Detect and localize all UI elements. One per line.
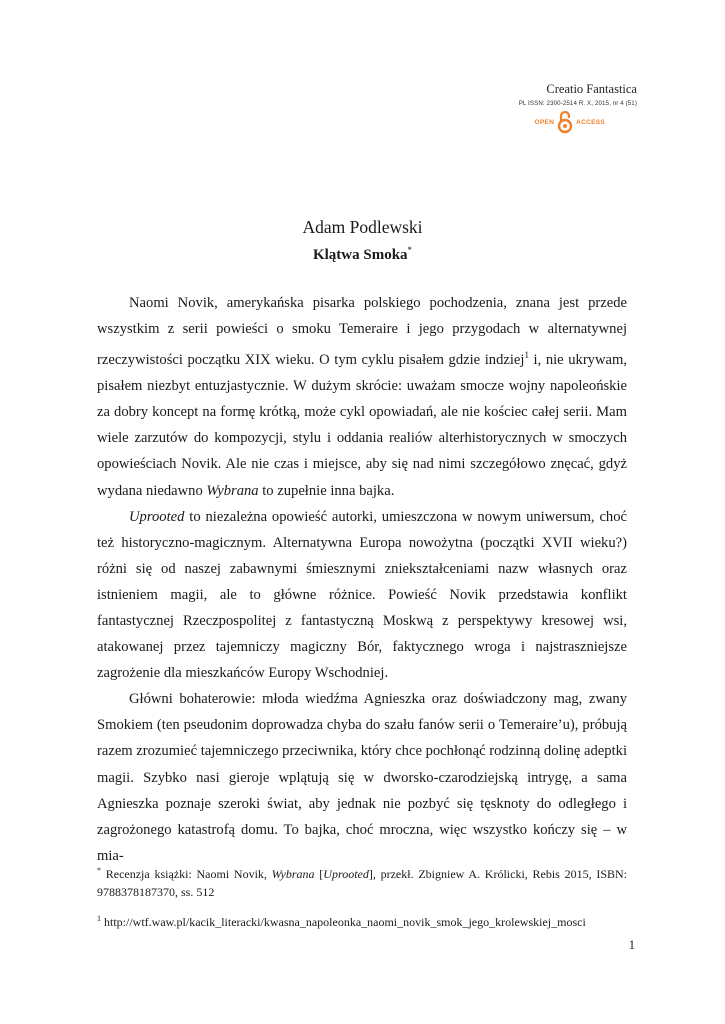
italic-title: Uprooted — [129, 508, 185, 525]
page-number: 1 — [628, 938, 635, 952]
paragraph — [97, 686, 627, 869]
open-access-logo — [534, 110, 605, 134]
footnote-mark: 1 — [97, 914, 101, 923]
text-run: i, nie ukrywam, pisałem niezbyt entuzjastycznie. W dużym skrócie: uważam smocze wojny napoleońskie za dobry koncept na formę krótką, może cykl opowiadań, ale nie kościec całej serii. Mam wiele zarzutów do kompozycji, stylu i oddania realiów alterhistorycznych w smoczych opowieściach Novik. Ale nie czas i miejsce, aby się nad nimi szczegółowo znęcać, gdyż wydana niedawno — [97, 352, 627, 499]
text-run: Główni bohaterowie: młoda wiedźma Agnieszka oraz doświadczony mag, zwany Smokiem (ten pseudonim doprowadza chyba do szału fanów serii o Temeraire’u), próbują razem zrozumieć tajemniczego przeciwnika, który chce pochłonąć rodzinną dolinę adeptki magii. Szybko nasi gieroje wplątują się w dworsko-czarodziejską intrygę, a sama Agnieszka poznaje szeroki świat, aby jednak nie pozbyć się tęsknoty do odległego i zagrożonego katastrofą domu. To bajka, choć mroczna, więc wszystko kończy się – w mia- — [97, 691, 627, 864]
italic-title: Wybrana — [206, 482, 259, 499]
paragraph — [97, 504, 627, 687]
text-run: Naomi Novik, amerykańska pisarka polskiego pochodzenia, znana jest przede wszystkim z serii powieści o smoku Temeraire i jego przygodach w alternatywnej rzeczywistości początku XIX wieku. O tym cyklu pisałem gdzie indziej — [97, 295, 627, 369]
journal-issn: PL ISSN: 2300-2514 R. X, 2015, nr 4 (51) — [518, 100, 637, 107]
paragraph — [97, 290, 627, 504]
text-run: ], przekł. Zbigniew A. Królicki, Rebis 2015, ISBN: 9788378187370, ss. 512 — [97, 867, 628, 899]
footnote — [97, 910, 627, 931]
text-run: Recenzja książki: Naomi Novik, — [101, 867, 272, 881]
text-run: http://wtf.waw.pl/kacik_literacki/kwasna_napoleonka_naomi_novik_smok_jego_krolewskiej_mosci — [101, 915, 586, 929]
journal-title: Creatio Fantastica — [546, 82, 637, 96]
body-text — [97, 290, 627, 869]
footnote — [97, 862, 627, 901]
open-label: OPEN — [534, 118, 555, 126]
journal-header — [519, 82, 637, 107]
text-run: to niezależna opowieść autorki, umieszczona w nowym uniwersum, choć też historyczno-magicznym. Alternatywna Europa nowożytna (początki XVII wieku?) różni się od naszej zabawnymi śmiesznymi zniekształceniami nazw własnych oraz istnieniem magii, ale to główne różnice. Powieść Novik przedstawia konflikt fantastycznej Rzeczpospolitej z fantastyczną Moskwą z perspektywy kresowej wsi, atakowanej przez tajemniczy magiczny Bór, faktycznego wroga i najstraszniejsze zagrożenie dla mieszkańców Europy Wschodniej. — [97, 508, 627, 682]
text-run: [ — [314, 867, 324, 881]
text-run: to zupełnie inna bajka. — [258, 482, 395, 499]
footnotes — [97, 862, 627, 940]
italic-title: Wybrana — [271, 867, 315, 881]
italic-title: Uprooted — [323, 867, 369, 881]
article-title — [0, 245, 725, 264]
open-access-lock-icon — [557, 110, 573, 134]
title-footnote-mark: * — [407, 245, 413, 255]
footnote-mark: * — [97, 866, 101, 875]
footnote-ref: 1 — [524, 350, 529, 361]
access-label: ACCESS — [576, 118, 605, 126]
author-name: Adam Podlewski — [302, 217, 423, 237]
article-title-text: Klątwa Smoka — [312, 247, 408, 263]
